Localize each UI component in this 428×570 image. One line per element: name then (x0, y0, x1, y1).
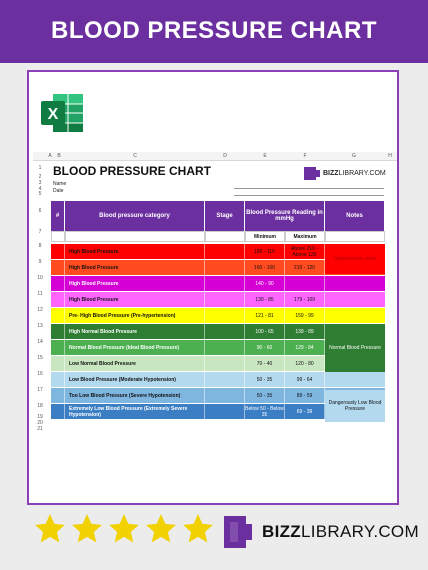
template-preview-card[interactable] (27, 70, 399, 505)
date-line (234, 195, 384, 196)
column-header-f: F (285, 152, 325, 161)
star-icon (33, 512, 67, 546)
stage-cell (205, 356, 245, 371)
maximum-cell: 179 - 109 (285, 292, 325, 307)
stage-cell (205, 388, 245, 403)
column-header-g: G (325, 152, 383, 161)
maximum-cell: 139 - 89 (285, 324, 325, 339)
stage-cell (205, 276, 245, 291)
row-number-cell (51, 244, 65, 259)
stage-cell (205, 372, 245, 387)
maximum-cell: 99 - 64 (285, 372, 325, 387)
minimum-cell: 70 - 40 (245, 356, 285, 371)
minimum-cell: 90 - 60 (245, 340, 285, 355)
minimum-cell: 100 - 65 (245, 324, 285, 339)
minimum-cell: 50 - 35 (245, 372, 285, 387)
name-label: Name (53, 181, 67, 187)
header-notes: Notes (325, 201, 385, 231)
minimum-cell: 140 - 90 (245, 276, 285, 291)
bizzlibrary-logo-mark (304, 167, 316, 180)
category-cell: Low Blood Pressure (Moderate Hypotension) (65, 372, 205, 387)
stage-cell (205, 404, 245, 419)
bizzlibrary-logo[interactable] (224, 516, 419, 548)
column-header-b: B (53, 152, 65, 161)
row-number-cell (51, 356, 65, 371)
category-cell: Too Low Blood Pressure (Severe Hypotension) (65, 388, 205, 403)
maximum-cell: 210 - 120 (285, 260, 325, 275)
minimum-cell: Below 50 - Below 35 (245, 405, 284, 418)
category-cell: Pre- High Blood Pressure (Pre-hypertension) (65, 308, 205, 323)
name-line (234, 188, 384, 189)
minimum-cell: 160 - 100 (245, 260, 285, 275)
star-icon (144, 512, 178, 546)
star-icon (70, 512, 104, 546)
row-number-cell (51, 292, 65, 307)
table-row (51, 372, 385, 387)
excel-icon (39, 90, 85, 136)
page-banner-title: BLOOD PRESSURE CHART (0, 0, 428, 63)
bizzlibrary-logo-mark-icon (224, 516, 252, 548)
stage-cell (205, 260, 245, 275)
minimum-cell: 180 - 110 (245, 244, 285, 259)
stage-cell (205, 244, 245, 259)
column-header-e: E (245, 152, 285, 161)
maximum-cell (285, 276, 325, 291)
spreadsheet-preview: A B C D E F G H 1 2 3 4 5 6 7 8 9 10 11 12 13 14 15 16 17 18 19 20 21 BLOOD PRESSURE CHART Name Date BIZZLIBRARY.COM # Blood pressure category Stage Blood Pressure Reading in mmHg Notes Minimum Maximum High Blood Pressure 180 - 110 Above 210 - Above 120 High Blood Pressure 160 - 100 210 - 120 High Blood Pressure 140 - 90 High Blood Pressure 130 - 85 179 - 109 Pre- High Blood Pressure (Pre-hypertension) 121 - 81 159 - 99 High Normal Blood Pressure 100 - 65 139 - 89 Normal Blood Pressure (Ideal Blood Pressure) 90 - 60 129 - 84 Low Normal Blood Pressure 70 - 40 120 - 80 Low Blood Pressure (Moderate Hypotension) 50 - 35 99 - 64 Too Low Blood Pressure (Severe Hypotension) 50 - 35 89 - 59 Extremely Low Blood Pressure (Extremely Severe Hypotension) Below 50 - Below 35 69 - 39 Hypertensive crisis Normal Blood Pressure Dangerously Low Blood Pressure (33, 152, 397, 505)
stage-cell (205, 292, 245, 307)
row-number-cell (51, 276, 65, 291)
column-header-h: H (383, 152, 397, 161)
minimum-cell: 50 - 35 (245, 388, 285, 403)
maximum-cell: 89 - 59 (285, 388, 325, 403)
star-icon (107, 512, 141, 546)
row-number-cell (51, 260, 65, 275)
header-maximum: Maximum (285, 231, 325, 242)
svg-text:X: X (47, 106, 59, 123)
row-number-cell (51, 324, 65, 339)
category-cell: Normal Blood Pressure (Ideal Blood Pressure) (65, 340, 205, 355)
category-cell: High Blood Pressure (65, 276, 205, 291)
row-number-cell (51, 404, 65, 419)
note-dangerously-low: Dangerously Low Blood Pressure (325, 390, 385, 422)
row-number-cell (51, 340, 65, 355)
note-hypertensive-crisis: Hypertensive crisis (325, 244, 385, 274)
table-row (51, 292, 385, 307)
maximum-cell: 120 - 80 (285, 356, 325, 371)
bizzlibrary-logo-small: BIZZLIBRARY.COM (304, 167, 386, 180)
header-number: # (51, 201, 65, 231)
header-category: Blood pressure category (65, 201, 205, 231)
stage-cell (205, 308, 245, 323)
maximum-cell: 129 - 84 (285, 340, 325, 355)
rating-stars (33, 512, 215, 546)
column-header-a: A (48, 153, 52, 159)
sheet-title: BLOOD PRESSURE CHART (53, 164, 212, 178)
logo-text: LIBRARY.COM (300, 522, 419, 541)
category-cell: High Blood Pressure (65, 260, 205, 275)
table-row (51, 308, 385, 323)
header-reading: Blood Pressure Reading in mmHg (245, 201, 325, 231)
table-row (51, 276, 385, 291)
column-header-c: C (65, 152, 205, 161)
star-icon (181, 512, 215, 546)
minimum-cell: 130 - 85 (245, 292, 285, 307)
maximum-cell: 69 - 39 (285, 404, 325, 419)
row-number-cell (51, 388, 65, 403)
header-stage: Stage (205, 201, 245, 231)
note-normal-bp: Normal Blood Pressure (325, 324, 385, 372)
category-cell: Low Normal Blood Pressure (65, 356, 205, 371)
row-number-cell (51, 372, 65, 387)
category-cell: Extremely Low Blood Pressure (Extremely Severe Hypotension) (65, 404, 205, 419)
date-label: Date (53, 188, 64, 194)
maximum-cell: 159 - 99 (285, 308, 325, 323)
header-minimum: Minimum (245, 231, 285, 242)
maximum-cell: Above 210 - Above 120 (285, 244, 325, 259)
category-cell: High Blood Pressure (65, 292, 205, 307)
stage-cell (205, 324, 245, 339)
stage-cell (205, 340, 245, 355)
category-cell: High Blood Pressure (65, 244, 205, 259)
column-header-d: D (205, 152, 245, 161)
logo-text-bold: BIZZ (262, 522, 301, 541)
minimum-cell: 121 - 81 (245, 308, 285, 323)
row-number-cell (51, 308, 65, 323)
category-cell: High Normal Blood Pressure (65, 324, 205, 339)
